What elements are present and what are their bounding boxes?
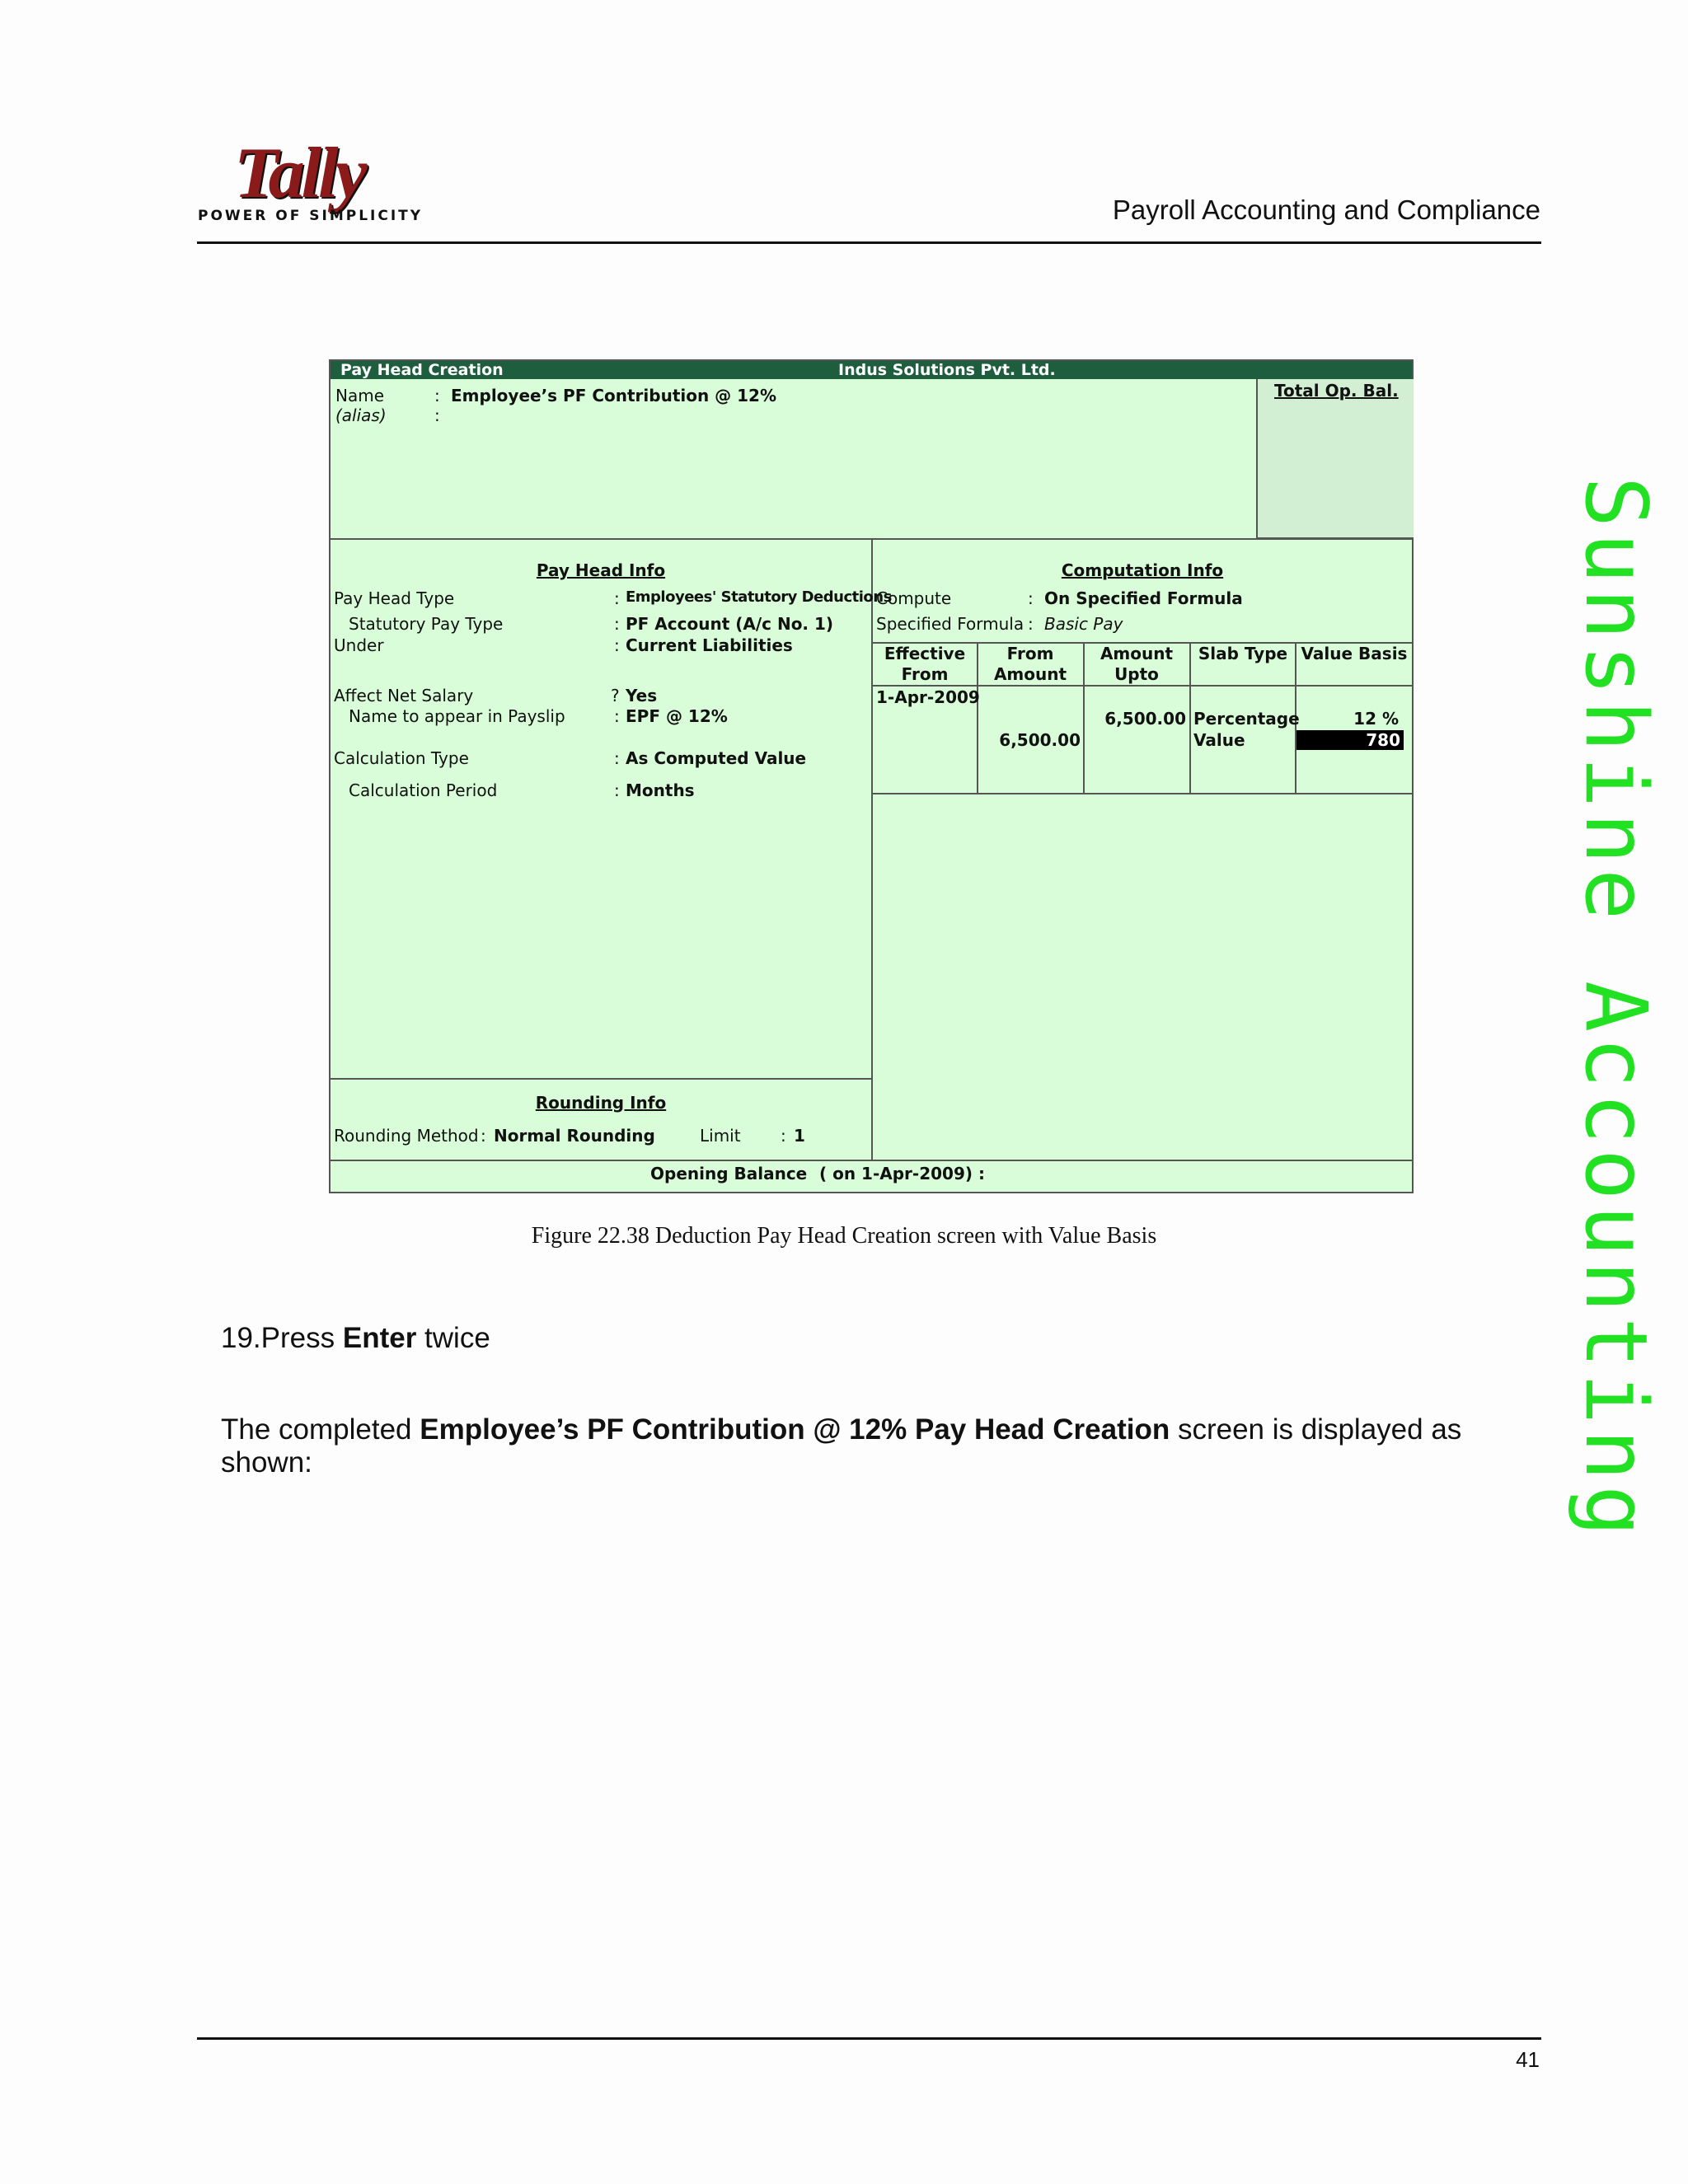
compute-field[interactable]: On Specified Formula: [1044, 588, 1243, 608]
calculation-type-label: Calculation Type: [334, 748, 469, 768]
divider-vertical: [871, 538, 873, 1161]
paragraph-bold: Employee’s PF Contribution @ 12% Pay Head Creation: [420, 1413, 1170, 1446]
statutory-pay-type-field[interactable]: PF Account (A/c No. 1): [626, 614, 834, 634]
logo-wordmark: Tally: [234, 134, 364, 213]
pay-head-type-field[interactable]: Employees' Statutory Deductions: [626, 588, 892, 606]
table-bottom-rule: [873, 793, 1412, 794]
pay-head-creation-screen: [329, 359, 1414, 1193]
value-basis-field[interactable]: 12 %: [1353, 709, 1399, 729]
opening-balance-date: ( on 1-Apr-2009) :: [819, 1164, 985, 1183]
computation-info-heading: Computation Info: [1061, 560, 1224, 580]
rounding-method-colon: :: [481, 1126, 486, 1146]
payslip-name-sep: :: [614, 706, 620, 726]
affect-net-salary-field[interactable]: Yes: [626, 686, 658, 705]
paragraph-post: screen is displayed as shown:: [221, 1413, 1462, 1479]
slab-type-field[interactable]: Percentage: [1193, 709, 1300, 729]
logo-tagline: POWER OF SIMPLICITY: [198, 208, 424, 224]
formula-label: Specified Formula: [876, 614, 1025, 634]
calculation-period-label: Calculation Period: [349, 780, 498, 800]
payslip-name-label: Name to appear in Payslip: [349, 706, 565, 726]
step-text-pre: Press: [260, 1322, 343, 1354]
name-label: Name: [335, 386, 385, 405]
limit-label: Limit: [700, 1126, 741, 1146]
rounding-method-field[interactable]: Normal Rounding: [494, 1126, 655, 1146]
col-amount-upto: Amount Upto: [1100, 644, 1174, 684]
tally-logo: [195, 132, 424, 224]
screen-title: Pay Head Creation: [340, 361, 504, 379]
name-colon: :: [434, 386, 440, 405]
value-basis-input[interactable]: 780: [1366, 730, 1400, 750]
table-col-divider: [1189, 642, 1191, 794]
step-number: 19.: [221, 1322, 261, 1354]
statutory-pay-type-sep: :: [614, 614, 620, 634]
alias-colon: :: [434, 405, 440, 425]
under-sep: :: [614, 635, 620, 655]
slab-type-field[interactable]: Value: [1193, 730, 1245, 750]
figure-caption: Figure 22.38 Deduction Pay Head Creation screen with Value Basis: [531, 1223, 1157, 1249]
col-effective-from: Effective From: [884, 644, 966, 684]
affect-net-salary-sep: ?: [611, 686, 620, 705]
page-number: 41: [1516, 2047, 1540, 2072]
pay-head-type-sep: :: [614, 588, 620, 608]
screen-titlebar: [331, 361, 1412, 379]
calculation-type-sep: :: [614, 748, 620, 768]
compute-label: Compute: [876, 588, 952, 608]
company-name: Indus Solutions Pvt. Ltd.: [838, 361, 1056, 379]
step-text-post: twice: [416, 1322, 490, 1354]
divider-rounding: [331, 1078, 873, 1080]
under-field[interactable]: Current Liabilities: [626, 635, 793, 655]
pay-head-type-label: Pay Head Type: [334, 588, 455, 608]
total-op-bal-label: Total Op. Bal.: [1274, 381, 1399, 401]
opening-balance-label: Opening Balance: [650, 1164, 808, 1183]
formula-colon: :: [1028, 614, 1034, 634]
limit-colon: :: [781, 1126, 786, 1146]
col-from-amount: From Amount: [993, 644, 1067, 684]
rounding-method-label: Rounding Method: [334, 1126, 479, 1146]
col-slab-type: Slab Type: [1198, 644, 1288, 663]
footer-rule: [197, 2037, 1541, 2040]
amount-upto-field[interactable]: 6,500.00: [1104, 709, 1186, 729]
name-field[interactable]: Employee’s PF Contribution @ 12%: [451, 386, 777, 405]
calculation-period-field[interactable]: Months: [626, 780, 695, 800]
divider-bottom: [331, 1160, 1412, 1161]
header-rule: [197, 241, 1541, 244]
total-op-bal-panel: [1256, 379, 1414, 539]
formula-field[interactable]: Basic Pay: [1044, 614, 1123, 634]
from-amount-field[interactable]: 6,500.00: [999, 730, 1081, 750]
statutory-pay-type-label: Statutory Pay Type: [349, 614, 504, 634]
limit-field[interactable]: 1: [794, 1126, 805, 1146]
affect-net-salary-label: Affect Net Salary: [334, 686, 474, 705]
payslip-name-field[interactable]: EPF @ 12%: [626, 706, 728, 726]
calculation-period-sep: :: [614, 780, 620, 800]
value-basis-input-highlight[interactable]: [1296, 730, 1404, 750]
compute-colon: :: [1028, 588, 1034, 608]
section-title: Payroll Accounting and Compliance: [1112, 194, 1540, 225]
body-paragraph: [221, 1413, 1540, 1479]
pay-head-info-heading: Pay Head Info: [536, 560, 666, 580]
watermark: Sunshine Accounting: [1566, 476, 1665, 1542]
paragraph-pre: The completed: [221, 1413, 420, 1446]
effective-from-field[interactable]: 1-Apr-2009: [876, 687, 980, 707]
step-key: Enter: [342, 1322, 417, 1354]
step-instruction: [221, 1322, 490, 1355]
table-header-rule: [873, 685, 1412, 687]
col-value-basis: Value Basis: [1301, 644, 1408, 663]
alias-label: (alias): [335, 405, 387, 425]
rounding-info-heading: Rounding Info: [535, 1093, 667, 1113]
calculation-type-field[interactable]: As Computed Value: [626, 748, 807, 768]
under-label: Under: [334, 635, 384, 655]
